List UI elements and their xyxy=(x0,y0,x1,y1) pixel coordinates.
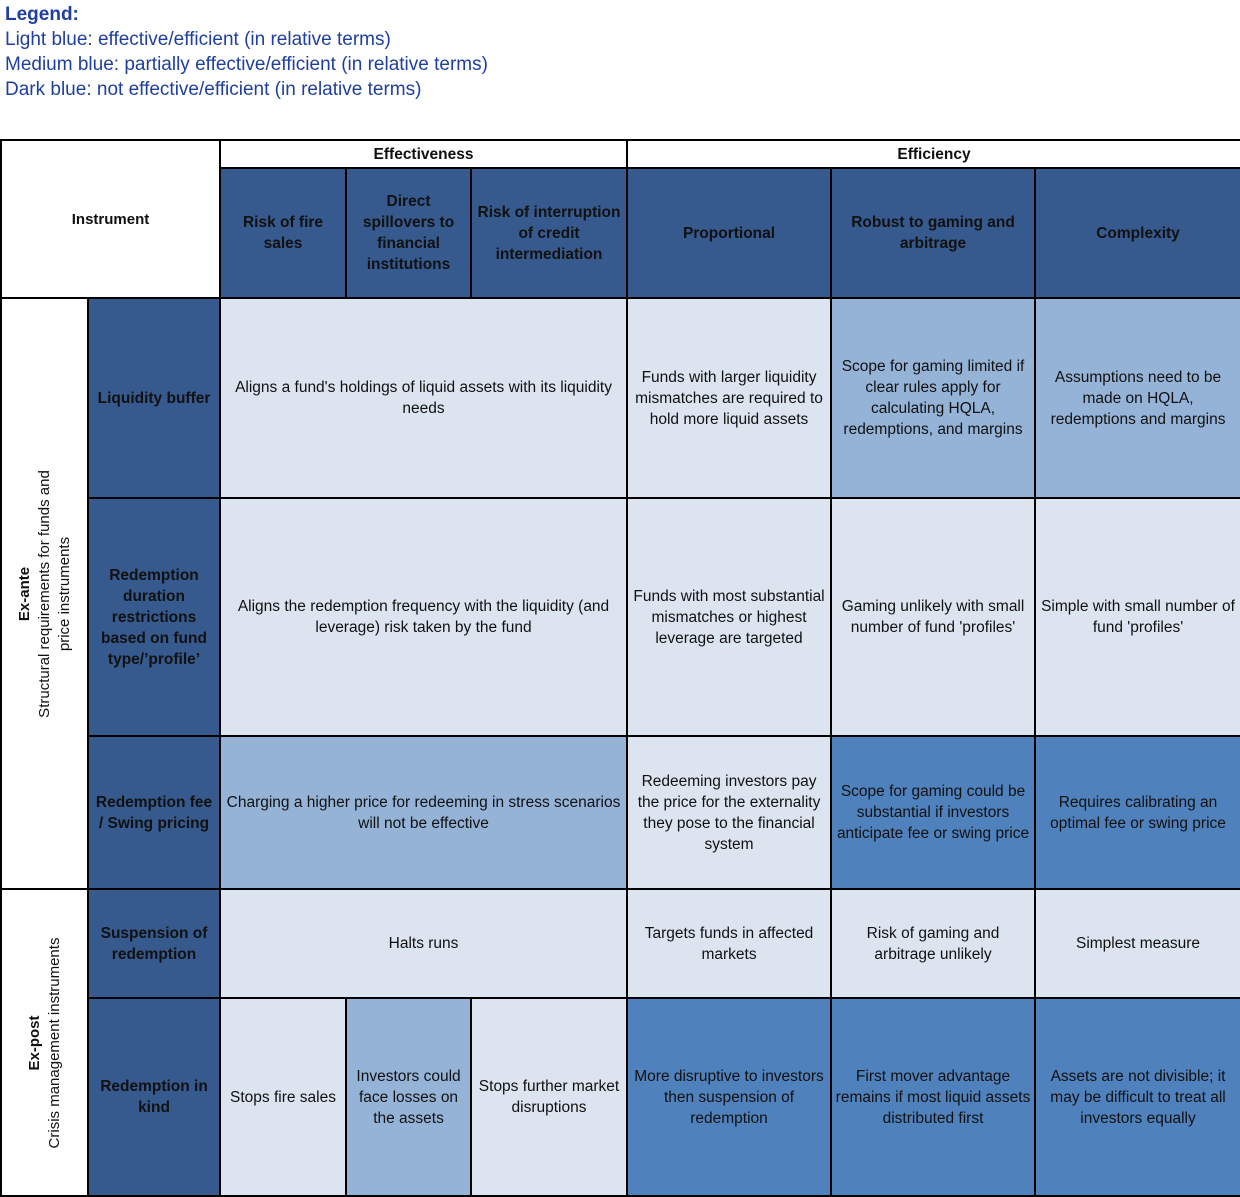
cell-suspension-complexity: Simplest measure xyxy=(1035,889,1240,998)
cell-inkind-proportional: More disruptive to investors then suspension of redemption xyxy=(627,998,831,1196)
col-header-spillovers: Direct spillovers to financial institutions xyxy=(346,168,471,298)
category-ex-ante-title: Ex-ante xyxy=(15,566,33,621)
cell-inkind-interruption: Stops further market disruptions xyxy=(471,998,627,1196)
category-ex-ante-subtitle-1: Structural requirements for funds and xyxy=(35,469,53,718)
cell-liquidity-complexity: Assumptions need to be made on HQLA, redemptions and margins xyxy=(1035,298,1240,498)
col-header-interruption: Risk of interruption of credit intermediation xyxy=(471,168,627,298)
legend-title: Legend: xyxy=(5,4,79,25)
table-row xyxy=(1,736,1240,889)
instrument-header-cell xyxy=(1,140,220,298)
cell-duration-robust: Gaming unlikely with small number of fund 'profiles' xyxy=(831,498,1035,736)
table-row xyxy=(1,298,1240,498)
category-ex-post-subtitle: Crisis management instruments xyxy=(45,937,63,1148)
table-row xyxy=(1,889,1240,998)
cell-duration-complexity: Simple with small number of fund 'profiles' xyxy=(1035,498,1240,736)
instrument-header: Instrument xyxy=(71,210,150,228)
cell-liquidity-effectiveness: Aligns a fund's holdings of liquid assets with its liquidity needs xyxy=(220,298,627,498)
row-label-liquidity-buffer: Liquidity buffer xyxy=(88,298,220,498)
category-ex-post-title: Ex-post xyxy=(25,1014,43,1071)
cell-fee-proportional: Redeeming investors pay the price for the externality they pose to the financial system xyxy=(627,736,831,889)
cell-duration-effectiveness: Aligns the redemption frequency with the liquidity (and leverage) risk taken by the fund xyxy=(220,498,627,736)
effectiveness-header: Effectiveness xyxy=(220,140,627,168)
row-label-redemption-duration: Redemption duration restrictions based on fund type/’profile’ xyxy=(88,498,220,736)
cell-inkind-robust: First mover advantage remains if most liquid assets distributed first xyxy=(831,998,1035,1196)
cell-inkind-complexity: Assets are not divisible; it may be difficult to treat all investors equally xyxy=(1035,998,1240,1196)
legend-item-medium: Medium blue: partially effective/efficient (in relative terms) xyxy=(5,54,488,75)
legend-item-light: Light blue: effective/efficient (in relative terms) xyxy=(5,29,391,50)
row-label-in-kind: Redemption in kind xyxy=(88,998,220,1196)
col-header-robust: Robust to gaming and arbitrage xyxy=(831,168,1035,298)
col-header-fire-sales: Risk of fire sales xyxy=(220,168,346,298)
cell-fee-complexity: Requires calibrating an optimal fee or swing price xyxy=(1035,736,1240,889)
cell-liquidity-proportional: Funds with larger liquidity mismatches are required to hold more liquid assets xyxy=(627,298,831,498)
row-label-suspension: Suspension of redemption xyxy=(88,889,220,998)
category-ex-post xyxy=(1,889,88,1196)
cell-liquidity-robust: Scope for gaming limited if clear rules apply for calculating HQLA, redemptions, and margins xyxy=(831,298,1035,498)
cell-inkind-fire-sales: Stops fire sales xyxy=(220,998,346,1196)
cell-inkind-spillovers: Investors could face losses on the assets xyxy=(346,998,471,1196)
cell-fee-robust: Scope for gaming could be substantial if investors anticipate fee or swing price xyxy=(831,736,1035,889)
legend-item-dark: Dark blue: not effective/efficient (in relative terms) xyxy=(5,79,422,100)
category-ex-ante xyxy=(1,298,88,889)
cell-suspension-effectiveness: Halts runs xyxy=(220,889,627,998)
legend xyxy=(5,2,488,102)
col-header-complexity: Complexity xyxy=(1035,168,1240,298)
cell-suspension-proportional: Targets funds in affected markets xyxy=(627,889,831,998)
assessment-table xyxy=(0,139,1240,1197)
efficiency-header: Efficiency xyxy=(627,140,1240,168)
cell-suspension-robust: Risk of gaming and arbitrage unlikely xyxy=(831,889,1035,998)
table-row xyxy=(1,998,1240,1196)
cell-duration-proportional: Funds with most substantial mismatches or highest leverage are targeted xyxy=(627,498,831,736)
row-label-redemption-fee: Redemption fee / Swing pricing xyxy=(88,736,220,889)
table-row xyxy=(1,498,1240,736)
cell-fee-effectiveness: Charging a higher price for redeeming in stress scenarios will not be effective xyxy=(220,736,627,889)
category-ex-ante-subtitle-2: price instruments xyxy=(55,536,73,651)
col-header-proportional: Proportional xyxy=(627,168,831,298)
